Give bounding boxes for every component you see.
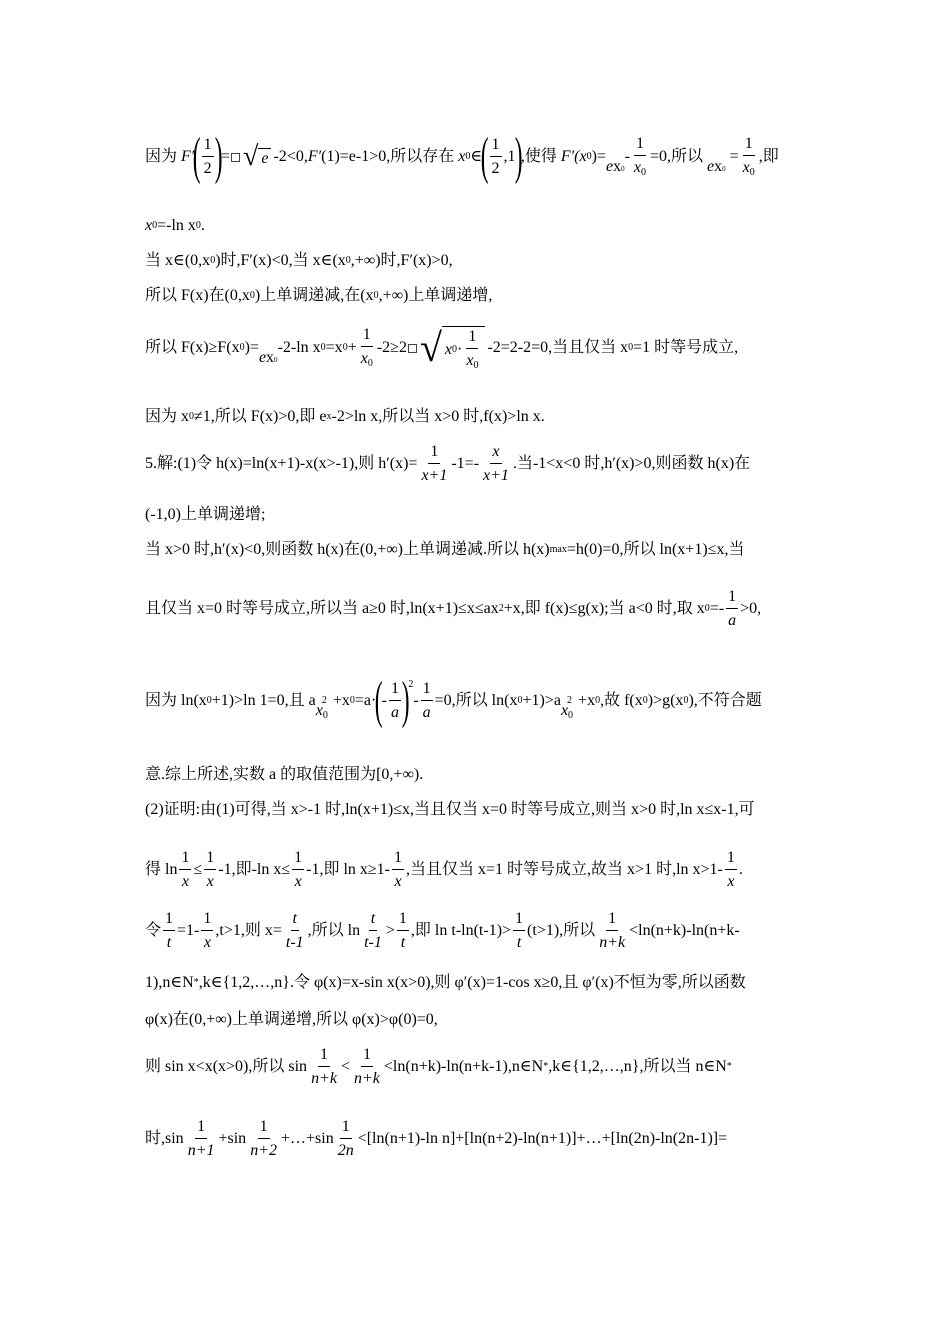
text: ),不符合题 xyxy=(688,692,762,709)
line-12 xyxy=(145,765,423,785)
text: = xyxy=(220,148,230,165)
text: ,t>1,则 x= xyxy=(215,922,282,939)
text: =0,所以 xyxy=(650,148,708,165)
text: + xyxy=(347,339,357,356)
line-14: 得 ln $\frac{1}{x}$ ≤ $\frac{1}{x}$ -1,即-ln x≤ $\frac{1}{x}$ -1,即 ln x≥1- $\frac{1}{x}$ ,当且仅当 x=1 时等号成立,故当 x>1 时,ln x>1- $\frac{1}{x}$ . xyxy=(145,849,743,890)
right-paren: ) xyxy=(514,128,523,186)
text: <[ln(n+1)-ln n]+[ln(n+2)-ln(n+1)]+…+[ln(2n)-ln(2n-1)]= xyxy=(357,1130,728,1147)
text: ,所以 ln xyxy=(307,922,361,939)
text: =1 时等号成立, xyxy=(633,339,739,356)
text: )= xyxy=(591,148,606,165)
text: 意.综上所述,实数 a 的取值范围为[0,+∞). xyxy=(145,766,424,783)
text: (x xyxy=(574,148,587,165)
line-5: 所以 F(x)≥F(x 0 )= ex0 -2-ln x 0 =x 0 + $\frac{1}{x_0}$ -2≥2 √ x 0 · $\frac{1}{x_0}$ -2=2-2=0,当且仅当 x 0 =1 时等号成立, xyxy=(145,325,739,371)
text: 当 x>0 时,h′(x)<0,则函数 h(x)在(0,+∞)上单调递减.所以 h(x) xyxy=(145,541,550,558)
line-1: 因为 F′ ( $\frac{1}{2}$ ) = √ e -2<0, F′ (1)=e-1>0,所以存在 x 0 ∈ ( $\frac{1}{2}$ ,1 ) ,使得 F′ (x 0 )= ex0 - $\frac{1}{x_0}$ =0,所以 ex0 = $\frac{1}{x_0}$ ,即 xyxy=(145,128,779,186)
text: =a· xyxy=(354,692,377,709)
text: x xyxy=(458,148,466,165)
text: - xyxy=(381,692,387,709)
text: < xyxy=(340,1058,350,1075)
text: <ln(n+k)-ln(n+k- xyxy=(629,922,740,939)
placeholder-box xyxy=(408,344,417,353)
text: )>g(x xyxy=(647,692,684,709)
text: x xyxy=(145,217,153,234)
text: .当-1<x<0 时,h′(x)>0,则函数 h(x)在 xyxy=(512,455,751,472)
text: +sin xyxy=(218,1130,247,1147)
text: ,当且仅当 x=1 时等号成立,故当 x>1 时,ln x>1- xyxy=(406,861,723,878)
fraction xyxy=(632,136,648,178)
text: F′ xyxy=(307,148,322,165)
text: ≠1,所以 F(x)>0,即 e xyxy=(194,408,327,425)
text: ,故 f(x xyxy=(600,692,643,709)
fraction: $\frac{1}{a}$ xyxy=(422,680,431,721)
text: ,k∈{1,2,…,n},所以当 n∈N xyxy=(548,1058,727,1075)
exponential: ex0 xyxy=(707,158,726,175)
text: 令 xyxy=(145,922,162,939)
text: +x xyxy=(332,692,350,709)
text: 当 x∈(0,x xyxy=(145,252,211,269)
text: ,1 xyxy=(503,148,516,165)
text: +1)>a xyxy=(522,692,561,709)
text: )上单调递减,在(x xyxy=(254,287,374,304)
line-2: x 0 =-ln x 0 . xyxy=(145,217,205,234)
text: (1)=e-1>0,所以存在 xyxy=(321,148,459,165)
text: - xyxy=(413,692,419,709)
text: 所以 F(x)在(0,x xyxy=(145,287,250,304)
text: <ln(n+k)-ln(n+k-1),n∈N xyxy=(383,1058,544,1075)
text: >0, xyxy=(740,600,762,617)
text: -2≥2 xyxy=(376,339,407,356)
text: =1- xyxy=(177,922,200,939)
exponential: ex0 xyxy=(258,349,278,366)
line-15: 令 $\frac{1}{t}$ =1- $\frac{1}{x}$ ,t>1,则 x= $\frac{t}{t-1}$ ,所以 ln $\frac{t}{t-1}$ > $\frac{1}{t}$ ,即 ln t-ln(t-1)> $\frac{1}{t}$ (t>1),所以 $\frac{1}{n+k}$ <ln(n+k)-ln(n+k- xyxy=(145,910,740,951)
line-19: 时,sin $\frac{1}{n+1}$ +sin $\frac{1}{n+2}$ +…+sin $\frac{1}{2n}$ <[ln(n+1)-ln n]+[ln(n+2)-ln(n+1)]+…+[ln(2n)-ln(2n-1)]= xyxy=(145,1118,728,1159)
right-paren: ) xyxy=(214,128,223,186)
line-10: 且仅当 x=0 时等号成立,所以当 a≥0 时,ln(x+1)≤x≤ax 2 +x,即 f(x)≤g(x);当 a<0 时,取 x 0 =- $\frac{1}{a}$ >0, xyxy=(145,588,762,629)
text: 因为 xyxy=(145,148,182,165)
fraction: $\frac{1}{a}$ xyxy=(390,680,399,721)
text: 因为 ln(x xyxy=(145,692,207,709)
denominator: $x_0$ xyxy=(633,159,646,178)
text: 时,sin xyxy=(145,1130,184,1147)
right-paren: ) xyxy=(401,672,410,730)
text: =x xyxy=(325,339,343,356)
text: ,使得 xyxy=(520,148,561,165)
fraction: $\frac{1}{a}$ xyxy=(728,588,737,629)
numerator: 1 xyxy=(743,136,755,156)
text: = xyxy=(725,148,739,165)
text: F′ xyxy=(181,148,195,165)
denominator: $x_0$ xyxy=(742,159,755,178)
fraction xyxy=(741,136,757,178)
x0-squared: $x_0^2$ xyxy=(315,694,328,721)
line-18: 则 sin x<x(x>0),所以 sin $\frac{1}{n+k}$ < $\frac{1}{n+k}$ <ln(n+k)-ln(n+k-1),n∈N * ,k∈{1,2,…,n},所以当 n∈N * xyxy=(145,1046,732,1087)
text: -1=- xyxy=(451,455,480,472)
line-6: 因为 x 0 ≠1,所以 F(x)>0,即 e x -2>ln x,所以当 x>0 时,f(x)>ln x. xyxy=(145,408,545,425)
line-11: 因为 ln(x 0 +1)>ln 1=0,且 a $x_0^2$ +x 0 =a· ( - $\frac{1}{a}$ ) $^2$ - $\frac{1}{a}$ =0,所以 ln(x 0 +1)>a $x_0^2$ +x 0 ,故 f(x 0 )>g(x 0 ),不符合题 xyxy=(145,672,762,730)
fraction: $\frac{x}{x+1}$ xyxy=(483,443,509,484)
text: +x xyxy=(578,692,596,709)
fraction xyxy=(490,137,502,177)
text: ,即 ln t-ln(t-1)> xyxy=(410,922,512,939)
line-17 xyxy=(145,1010,438,1030)
left-paren: ( xyxy=(480,128,489,186)
fraction: $\frac{1}{x+1}$ xyxy=(421,443,448,484)
text: )时,F′(x)<0,当 x∈(x xyxy=(215,252,346,269)
line-3: 当 x∈(0,x 0 )时,F′(x)<0,当 x∈(x 0 ,+∞)时,F′(x)>0, xyxy=(145,252,453,269)
numerator: 1 xyxy=(490,137,502,157)
fraction xyxy=(202,137,214,177)
numerator: 1 xyxy=(202,137,214,157)
text: (t>1),所以 xyxy=(527,922,596,939)
text: ,k∈{1,2,…,n}.令 φ(x)=x-sin x(x>0),则 φ′(x)=1-cos x≥0,且 φ′(x)不恒为零,所以函数 xyxy=(198,974,746,991)
text: 5.解:(1)令 h(x)=ln(x+1)-x(x>-1),则 h′(x)= xyxy=(145,455,418,472)
text: ,+∞)时,F′(x)>0, xyxy=(350,252,453,269)
text: +x,即 f(x)≤g(x);当 a<0 时,取 x xyxy=(503,600,705,617)
text: - xyxy=(624,148,630,165)
line-4: 所以 F(x)在(0,x 0 )上单调递减,在(x 0 ,+∞)上单调递增, xyxy=(145,287,493,304)
text: 则 sin x<x(x>0),所以 sin xyxy=(145,1058,308,1075)
line-13 xyxy=(145,800,755,820)
text: +…+sin xyxy=(280,1130,334,1147)
text: . xyxy=(200,217,205,234)
text: -2=2-2=0,当且仅当 x xyxy=(487,339,629,356)
text: +1)>ln 1=0,且 a xyxy=(211,692,316,709)
left-paren: ( xyxy=(193,128,201,186)
text: =0,所以 ln(x xyxy=(434,692,518,709)
radical: √ e xyxy=(243,143,271,171)
line-8 xyxy=(145,505,265,525)
radical: √ x 0 · $\frac{1}{x_0}$ xyxy=(420,326,486,371)
numerator: 1 xyxy=(634,136,646,156)
text: (2)证明:由(1)可得,当 x>-1 时,ln(x+1)≤x,当且仅当 x=0 时等号成立,则当 x>0 时,ln x≤x-1,可 xyxy=(145,801,755,818)
x0-squared: $x_0^2$ xyxy=(560,694,574,721)
text: φ(x)在(0,+∞)上单调递增,所以 φ(x)>φ(0)=0, xyxy=(145,1011,438,1028)
text: . xyxy=(738,861,743,878)
text: F′ xyxy=(560,148,575,165)
text: 1),n∈N xyxy=(145,974,194,991)
fraction: $\frac{1}{x_0}$ xyxy=(360,326,373,369)
text: -2<0, xyxy=(273,148,308,165)
text: ,即 xyxy=(758,148,779,165)
text: =-ln x xyxy=(157,217,196,234)
left-paren: ( xyxy=(375,672,383,730)
text: -1,即 ln x≥1- xyxy=(306,861,391,878)
text: (-1,0)上单调递增; xyxy=(145,506,266,523)
text: =- xyxy=(709,600,725,617)
text: -2>ln x,所以当 x>0 时,f(x)>ln x. xyxy=(331,408,545,425)
line-7 xyxy=(145,440,750,488)
text: ≤ xyxy=(193,861,203,878)
exponential: ex0 xyxy=(605,158,625,175)
line-9: 当 x>0 时,h′(x)<0,则函数 h(x)在(0,+∞)上单调递减.所以 h(x) max =h(0)=0,所以 ln(x+1)≤x,当 xyxy=(145,541,745,558)
text: 且仅当 x=0 时等号成立,所以当 a≥0 时,ln(x+1)≤x≤ax xyxy=(145,600,499,617)
text: 因为 x xyxy=(145,408,190,425)
text: -2-ln x xyxy=(277,339,321,356)
denominator: 2 xyxy=(203,160,212,177)
line-16: 1),n∈N * ,k∈{1,2,…,n}.令 φ(x)=x-sin x(x>0),则 φ′(x)=1-cos x≥0,且 φ′(x)不恒为零,所以函数 xyxy=(145,974,746,991)
text: -1,即-ln x≤ xyxy=(218,861,291,878)
text: )= xyxy=(244,339,259,356)
text: 所以 F(x)≥F(x xyxy=(145,339,240,356)
text: ,+∞)上单调递增, xyxy=(378,287,493,304)
radicand: e xyxy=(258,148,271,167)
text: =h(0)=0,所以 ln(x+1)≤x,当 xyxy=(566,541,745,558)
text: 得 ln xyxy=(145,861,178,878)
denominator: 2 xyxy=(491,160,500,177)
placeholder-box xyxy=(231,153,240,162)
text: ∈ xyxy=(470,148,483,165)
subscript: 0 xyxy=(465,151,471,162)
text: > xyxy=(385,922,395,939)
